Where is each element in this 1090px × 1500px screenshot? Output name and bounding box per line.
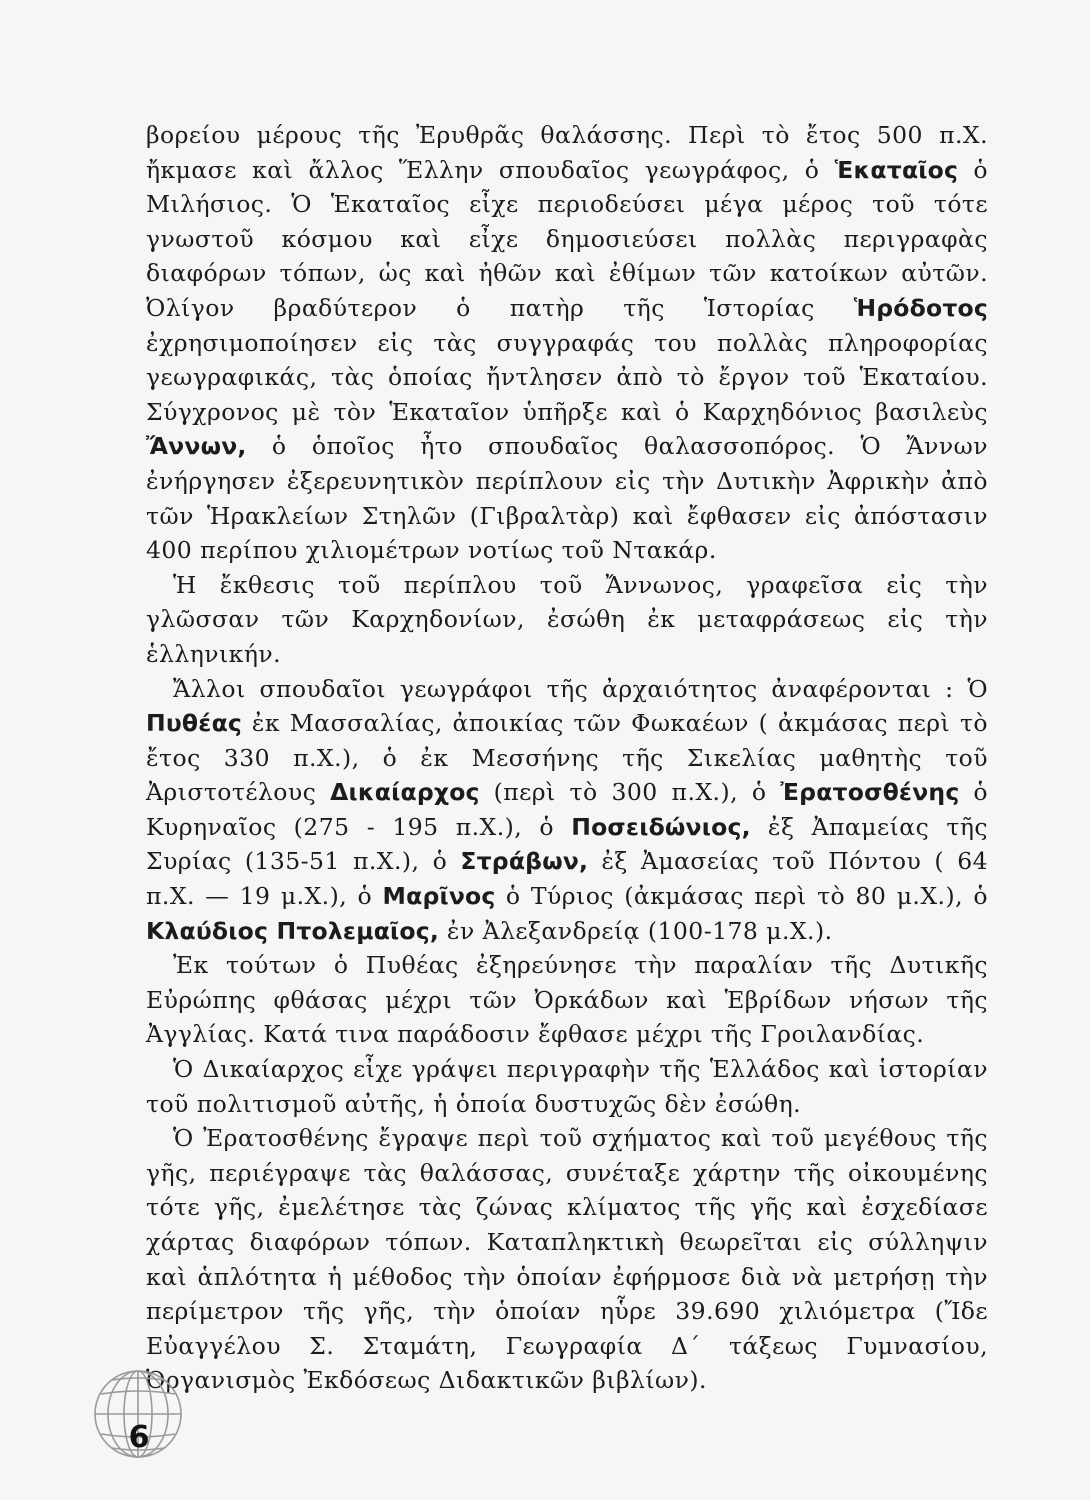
page-number: 6: [128, 1420, 150, 1455]
text-run: ἐξ Ἀμασείας τοῦ Πόντου ( 64 π.Χ. — 19 μ.Χ.), ὁ: [146, 847, 988, 911]
bold-name: Ἐρατοσθένης: [780, 778, 960, 807]
text-run: ὁ Κυρηναῖος (275 - 195 π.Χ.), ὁ: [146, 778, 988, 841]
bold-name: Ἄννων,: [146, 432, 247, 461]
text-run: Ἄλλοι σπουδαῖοι γεωγράφοι τῆς ἀρχαιότητος ἀναφέρονται : Ὁ: [173, 674, 988, 703]
bold-name: Πυθέας: [146, 709, 243, 738]
text-run: Ὁ Δικαίαρχος εἶχε γράψει περιγραφὴν τῆς Ἑλλάδος καὶ ἱστορίαν τοῦ πολιτισμοῦ αὐτῆς, ἡ ὁποία δυστυχῶς δὲν ἐσώθη.: [146, 1055, 988, 1118]
text-run: Ἐκ τούτων ὁ Πυθέας ἐξηρεύνησε τὴν παραλίαν τῆς Δυτικῆς Εὐρώπης φθάσας μέχρι τῶν Ὀρκάδων καὶ Ἑβρίδων νήσων τῆς Ἀγγλίας. Κατά τινα παράδοσιν ἔφθασε μέχρι τῆς Γροιλανδίας.: [146, 951, 988, 1049]
text-run: (περὶ τὸ 300 π.Χ.), ὁ: [479, 778, 781, 807]
text-run: ὁ Τύριος (ἀκμάσας περὶ τὸ 80 μ.Χ.), ὁ: [495, 882, 988, 911]
bold-name: Κλαύδιος Πτολεμαῖος,: [146, 916, 440, 945]
bold-name: Δικαίαρχος: [330, 778, 480, 807]
paragraph: [146, 118, 988, 568]
text-run: ἐξ Ἀπαμείας τῆς Συρίας (135-51 π.Χ.), ὁ: [146, 812, 988, 876]
text-run: ἐν Ἀλεξανδρείᾳ (100-178 μ.Χ.).: [439, 916, 833, 945]
text-run: ὁ ὁποῖος ἦτο σπουδαῖος θαλασσοπόρος. Ὁ Ἄννων ἐνήργησεν ἐξερευνητικὸν περίπλουν εἰς τὴν Δυτικὴν Ἀφρικὴν ἀπὸ τῶν Ἡρακλείων Στηλῶν (Γιβραλτὰρ) καὶ ἔφθασεν εἰς ἀπόστασιν 400 περίπου χιλιομέτρων νοτίως τοῦ Ντακάρ.: [146, 432, 988, 565]
body-text: [146, 118, 988, 1398]
text-run: ὁ Μιλήσιος. Ὁ Ἑκαταῖος εἶχε περιοδεύσει μέγα μέρος τοῦ τότε γνωστοῦ κόσμου καὶ εἶχε δημοσιεύσει πολλὰς περιγραφὰς διαφόρων τόπων, ὡς καὶ ἠθῶν καὶ ἐθίμων τῶν κατοίκων αὐτῶν. Ὀλίγον βραδύτερον ὁ πατὴρ τῆς Ἱστορίας: [146, 155, 988, 322]
bold-name: Ἡρόδοτος: [853, 293, 988, 322]
bold-name: Στράβων,: [460, 847, 589, 876]
text-run: ἐχρησιμοποίησεν εἰς τὰς συγγραφάς του πολλὰς πληροφορίας γεωγραφικάς, τὰς ὁποίας ἤντλησεν ἀπὸ τὸ ἔργον τοῦ Ἑκαταίου. Σύγχρονος μὲ τὸν Ἑκαταῖον ὑπῆρξε καὶ ὁ Καρχηδόνιος βασιλεὺς: [146, 328, 988, 426]
text-run: βορείου μέρους τῆς Ἐρυθρᾶς θαλάσσης. Περὶ τὸ ἔτος 500 π.Χ. ἤκμασε καὶ ἄλλος Ἕλλην σπουδαῖος γεωγράφος, ὁ: [146, 121, 988, 184]
bold-name: Ἑκαταῖος: [834, 155, 959, 184]
bold-name: Ποσειδώνιος,: [571, 812, 751, 841]
paragraph: [146, 948, 988, 1052]
paragraph: [146, 568, 988, 672]
text-run: Ἡ ἔκθεσις τοῦ περίπλου τοῦ Ἄννωνος, γραφεῖσα εἰς τὴν γλῶσσαν τῶν Καρχηδονίων, ἐσώθη ἐκ μεταφράσεως εἰς τὴν ἑλληνικήν.: [146, 570, 988, 668]
text-run: ἐκ Μασσαλίας, ἀποικίας τῶν Φωκαέων ( ἀκμάσας περὶ τὸ ἔτος 330 π.Χ.), ὁ ἐκ Μεσσήνης τῆς Σικελίας μαθητὴς τοῦ Ἀριστοτέλους: [146, 709, 988, 807]
paragraph: [146, 1052, 988, 1121]
text-run: Ὁ Ἐρατοσθένης ἔγραψε περὶ τοῦ σχήματος καὶ τοῦ μεγέθους τῆς γῆς, περιέγραψε τὰς θαλάσσας, συνέταξε χάρτην τῆς οἰκουμένης τότε γῆς, ἐμελέτησε τὰς ζώνας κλίματος τῆς γῆς καὶ ἐσχεδίασε χάρτας διαφόρων τόπων. Καταπληκτικὴ θεωρεῖται εἰς σύλληψιν καὶ ἁπλότητα ἡ μέθοδος τὴν ὁποίαν ἐφήρμοσε διὰ νὰ μετρήσῃ τὴν περίμετρον τῆς γῆς, τὴν ὁποίαν ηὗρε 39.690 χιλιόμετρα (Ἴδε Εὐαγγέλου Σ. Σταμάτη, Γεωγραφία Δ΄ τάξεως Γυμνασίου, Ὀργανισμὸς Ἐκδόσεως Διδακτικῶν βιβλίων).: [146, 1124, 988, 1395]
bold-name: Μαρῖνος: [382, 882, 496, 911]
paragraph: [146, 672, 988, 949]
paragraph: [146, 1121, 988, 1398]
